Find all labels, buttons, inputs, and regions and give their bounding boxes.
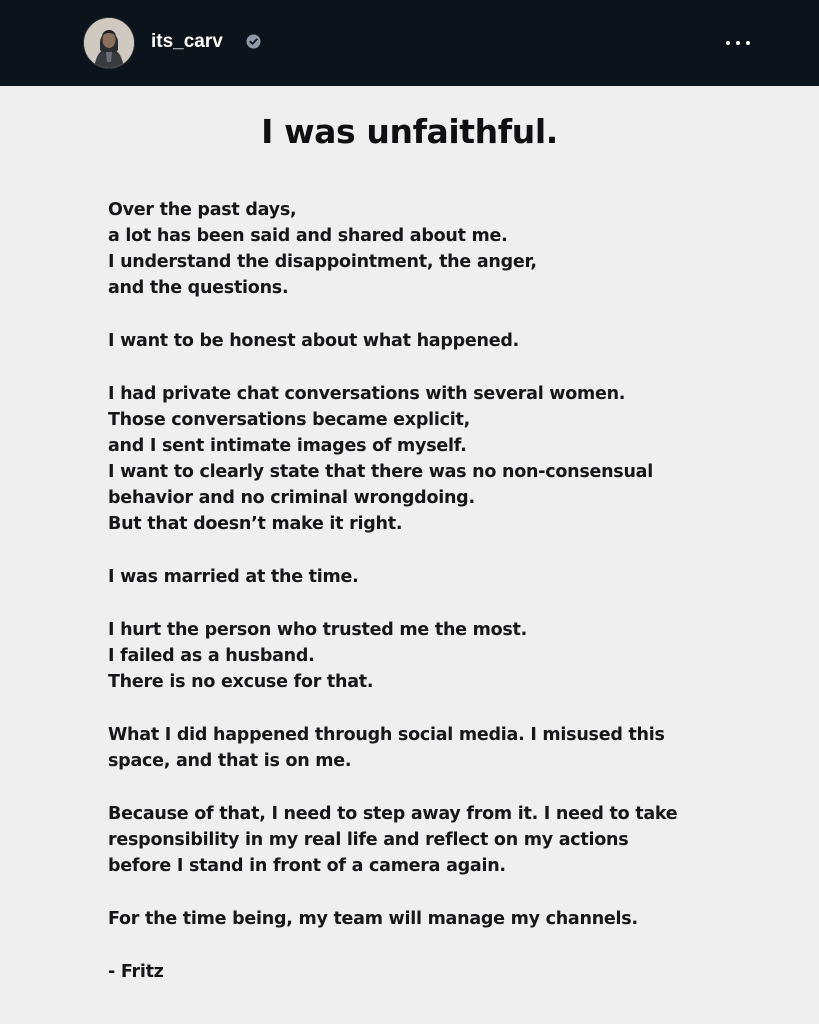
statement-signature bbox=[108, 959, 788, 985]
statement-line: Because of that, I need to step away from it. I need to take bbox=[108, 804, 678, 824]
statement-paragraph bbox=[108, 906, 788, 932]
statement-line: I had private chat conversations with several women. bbox=[108, 384, 626, 404]
statement-line: before I stand in front of a camera again. bbox=[108, 856, 506, 876]
statement-line: There is no excuse for that. bbox=[108, 672, 374, 692]
statement-paragraph bbox=[108, 801, 788, 879]
signature-line: - Fritz bbox=[108, 962, 164, 982]
statement-line: But that doesn’t make it right. bbox=[108, 514, 403, 534]
profile-avatar[interactable] bbox=[84, 18, 134, 68]
statement-line: behavior and no criminal wrongdoing. bbox=[108, 488, 475, 508]
statement-paragraph bbox=[108, 197, 788, 301]
post-image bbox=[0, 86, 819, 1024]
statement-line: What I did happened through social media. I misused this bbox=[108, 725, 665, 745]
statement-line: For the time being, my team will manage my channels. bbox=[108, 909, 638, 929]
statement-line: I want to be honest about what happened. bbox=[108, 331, 520, 351]
more-options-icon[interactable] bbox=[716, 28, 760, 56]
statement-line: I want to clearly state that there was no non-consensual bbox=[108, 462, 653, 482]
avatar-image bbox=[84, 18, 134, 68]
statement-line: and I sent intimate images of myself. bbox=[108, 436, 467, 456]
statement-line: Those conversations became explicit, bbox=[108, 410, 470, 430]
statement-line: I understand the disappointment, the anger, bbox=[108, 252, 537, 272]
profile-username[interactable]: its_carv bbox=[151, 31, 223, 52]
statement-line: I was married at the time. bbox=[108, 567, 359, 587]
statement-line: Over the past days, bbox=[108, 200, 297, 220]
statement-line: a lot has been said and shared about me. bbox=[108, 226, 508, 246]
statement-body bbox=[108, 197, 788, 985]
post-title: I was unfaithful. bbox=[261, 112, 558, 151]
post-header bbox=[0, 0, 819, 86]
statement-line: responsibility in my real life and reflect on my actions bbox=[108, 830, 629, 850]
statement-line: I failed as a husband. bbox=[108, 646, 315, 666]
statement-paragraph bbox=[108, 328, 788, 354]
statement-paragraph bbox=[108, 617, 788, 695]
verified-badge-icon bbox=[246, 34, 261, 49]
statement-paragraph bbox=[108, 381, 788, 537]
statement-paragraph bbox=[108, 564, 788, 590]
statement-paragraph bbox=[108, 722, 788, 774]
statement-line: I hurt the person who trusted me the most. bbox=[108, 620, 528, 640]
statement-line: space, and that is on me. bbox=[108, 751, 352, 771]
statement-line: and the questions. bbox=[108, 278, 289, 298]
